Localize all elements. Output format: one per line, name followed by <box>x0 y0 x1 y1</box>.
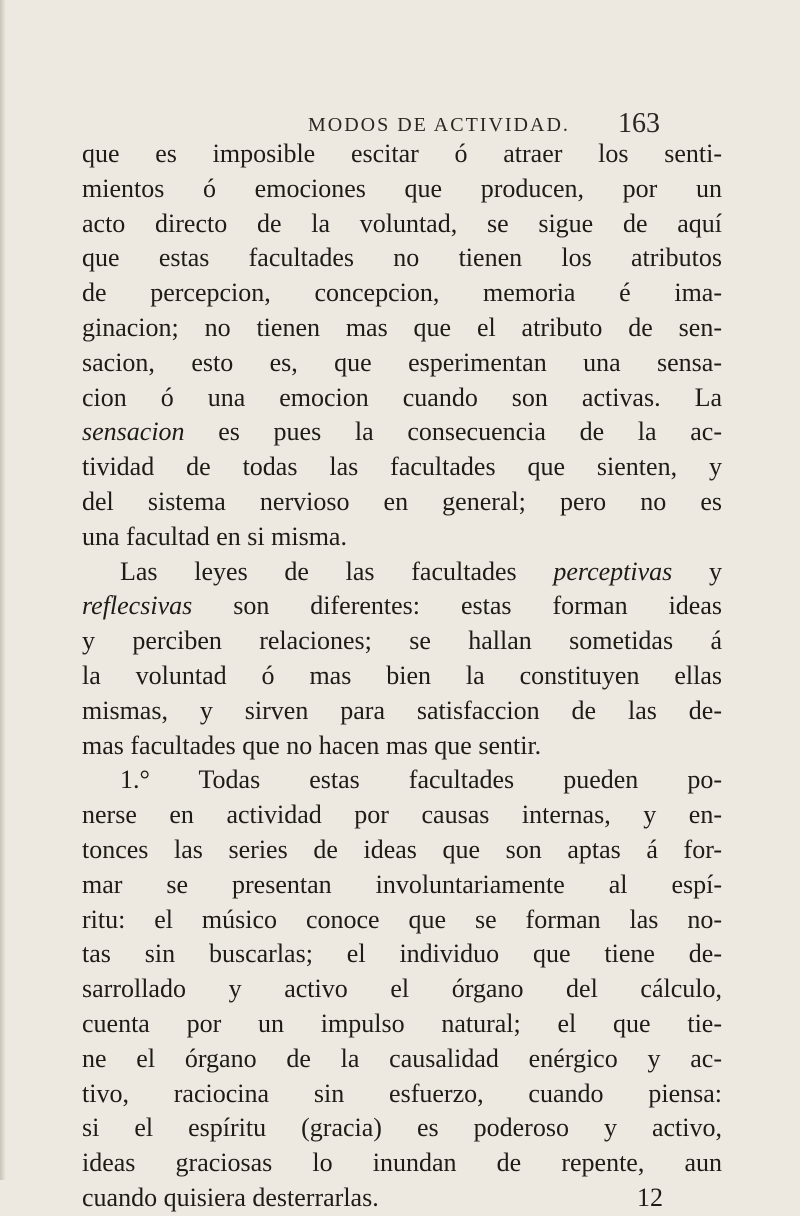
text-line: mas facultades que no hacen mas que sentir. <box>82 730 542 760</box>
text-line: de percepcion, concepcion, memoria é ima- <box>82 278 722 308</box>
body-text <box>82 137 722 1216</box>
text-line: ideas graciosas lo inundan de repente, aun <box>82 1148 722 1178</box>
text-line: mientos ó emociones que producen, por un <box>82 173 722 203</box>
text-span: cuando quisiera desterrarlas. <box>82 1182 379 1212</box>
page-number: 163 <box>618 108 660 139</box>
text-span: y <box>672 556 722 586</box>
text-line: que estas facultades no tienen los atributos <box>82 243 722 273</box>
italic-term: perceptivas <box>553 556 673 586</box>
text-line: sacion, esto es, que esperimentan una sensa- <box>82 347 722 377</box>
text-line: mar se presentan involuntariamente al espí- <box>82 869 722 899</box>
text-line: que es imposible escitar ó atraer los senti- <box>82 139 722 168</box>
text-line: y perciben relaciones; se hallan sometidas á <box>82 626 722 656</box>
text-line: ginacion; no tienen mas que el atributo de sen- <box>82 312 722 342</box>
text-line: una facultad en si misma. <box>82 521 347 551</box>
text-line: tividad de todas las facultades que sienten, y <box>82 452 722 482</box>
text-line: si el espíritu (gracia) es poderoso y activo, <box>82 1113 722 1143</box>
italic-term: sensacion <box>82 417 185 447</box>
text-line: del sistema nervioso en general; pero no es <box>82 486 722 516</box>
text-line <box>82 1181 722 1216</box>
text-line: cion ó una emocion cuando son activas. La <box>82 382 722 412</box>
text-line: nerse en actividad por causas internas, y en- <box>82 800 722 830</box>
text-line: tivo, raciocina sin esfuerzo, cuando piensa: <box>82 1078 722 1108</box>
signature-mark: 12 <box>637 1182 663 1212</box>
text-line: mismas, y sirven para satisfaccion de las de- <box>82 695 722 725</box>
page-gutter-shadow <box>0 0 6 1180</box>
text-line: ne el órgano de la causalidad enérgico y ac- <box>82 1043 722 1073</box>
running-head: MODOS DE ACTIVIDAD. <box>308 114 570 136</box>
text-line: ritu: el músico conoce que se forman las no- <box>82 904 722 934</box>
text-line: tonces las series de ideas que son aptas á for- <box>82 834 722 864</box>
text-line <box>82 589 722 624</box>
text-line: la voluntad ó mas bien la constituyen ellas <box>82 660 722 690</box>
text-line: cuenta por un impulso natural; el que tie- <box>82 1008 722 1038</box>
text-span: es pues la consecuencia de la ac- <box>184 417 722 447</box>
text-line <box>82 415 722 450</box>
italic-term: reflecsivas <box>82 591 193 621</box>
text-line: 1.° Todas estas facultades pueden po- <box>120 765 722 795</box>
text-line: sarrollado y activo el órgano del cálculo, <box>82 974 722 1004</box>
text-line: acto directo de la voluntad, se sigue de aquí <box>82 208 722 238</box>
text-line: tas sin buscarlas; el individuo que tiene de- <box>82 939 722 969</box>
text-span: Las leyes de las facultades <box>120 556 554 586</box>
text-span: son diferentes: estas forman ideas <box>192 591 722 621</box>
text-line <box>82 555 722 590</box>
